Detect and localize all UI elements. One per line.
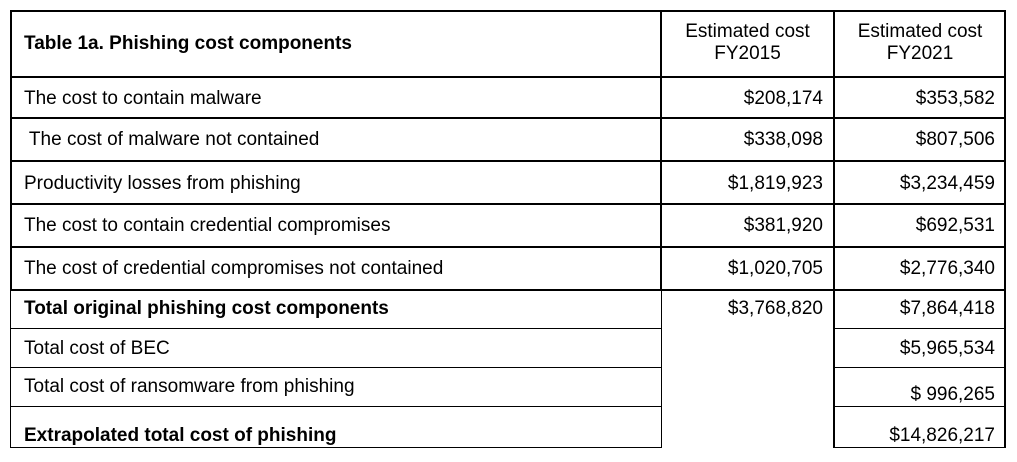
table-border-left [10,291,11,448]
header-fy2015-line2: FY2015 [714,43,781,64]
row-fy2015-value: $3,768,820 [727,298,823,319]
row-label: Total cost of BEC [24,338,170,359]
row-fy2021-value: $2,776,340 [899,258,995,279]
row-fy2021-value: $14,826,217 [889,425,995,446]
row-fy2021-value: $3,234,459 [899,173,995,194]
row-label: Productivity losses from phishing [24,173,301,194]
row-divider [10,203,1005,205]
column-divider [833,10,835,448]
header-fy2021-line1: Estimated cost [857,21,983,42]
table-border-left [10,10,12,291]
column-divider [661,291,662,448]
row-fy2021-value: $807,506 [915,129,995,150]
table-title: Table 1a. Phishing cost components [24,33,352,54]
row-label: The cost to contain malware [24,88,262,109]
row-fy2021-value: $692,531 [915,215,995,236]
table-border-top [10,10,1005,12]
row-label: The cost to contain credential compromises [24,215,391,236]
row-fy2021-value: $ 996,265 [910,384,995,405]
row-divider [10,246,1005,248]
row-divider [10,76,1005,78]
row-fy2015-value: $381,920 [743,215,823,236]
header-fy2015 [662,21,833,65]
header-fy2015-line1: Estimated cost [685,21,810,42]
row-fy2021-value: $353,582 [915,88,995,109]
row-fy2015-value: $1,020,705 [727,258,823,279]
row-fy2021-value: $5,965,534 [899,338,995,359]
row-label-grand-total: Extrapolated total cost of phishing [24,425,337,446]
row-label-total: Total original phishing cost components [24,298,389,319]
table-border-right [1004,10,1006,448]
column-divider [660,10,662,291]
header-fy2021-line2: FY2021 [886,43,954,64]
row-fy2015-value: $1,819,923 [727,173,823,194]
row-divider [10,160,1005,162]
row-divider [833,406,1005,407]
row-divider [10,289,1005,291]
table-border-bottom [10,447,662,448]
row-divider [10,328,662,329]
row-divider [10,367,662,368]
row-fy2015-value: $338,098 [743,129,823,150]
row-label: Total cost of ransomware from phishing [24,376,355,397]
header-fy2021 [835,21,1005,65]
row-divider [833,367,1005,368]
row-fy2021-value: $7,864,418 [899,298,995,319]
row-divider [10,406,662,407]
row-divider [833,328,1005,329]
row-label: The cost of malware not contained [24,129,320,150]
table-border-bottom [833,447,1005,448]
row-label: The cost of credential compromises not contained [24,258,444,279]
row-divider [10,117,1005,119]
row-fy2015-value: $208,174 [743,88,823,109]
